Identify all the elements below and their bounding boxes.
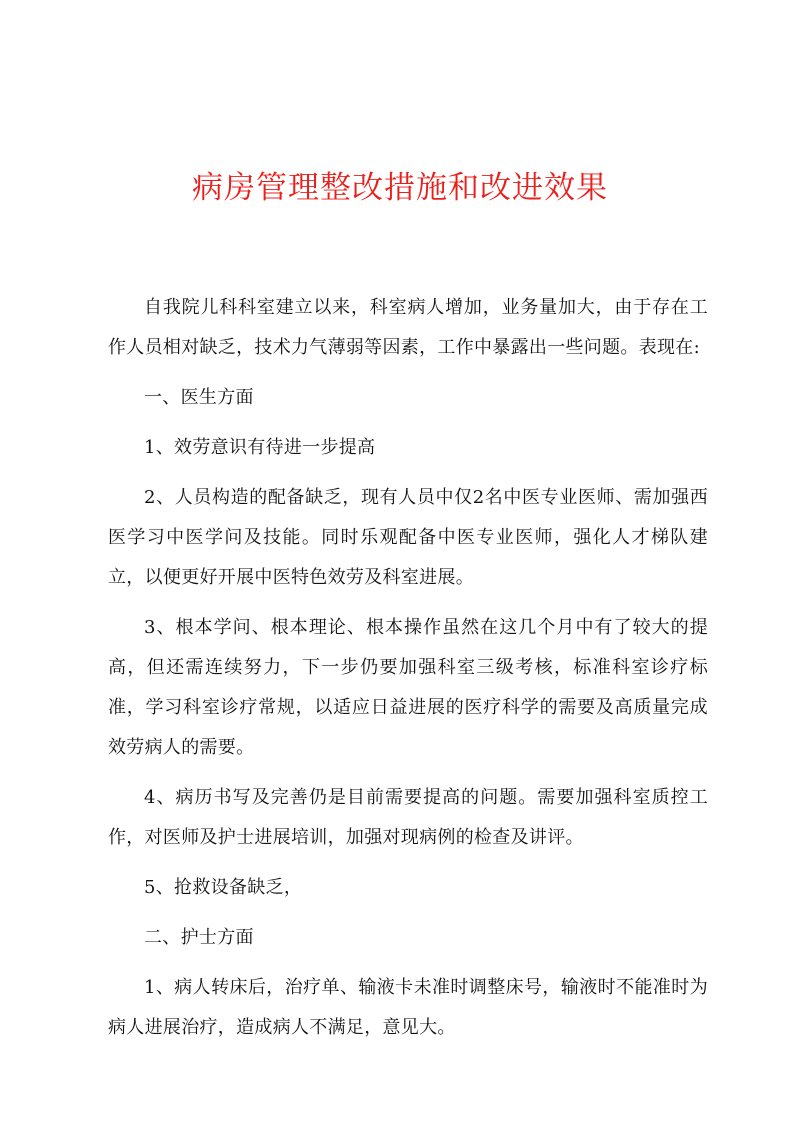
heading-doctor-section: 一、医生方面 <box>144 387 254 408</box>
paragraph-doctor-item-3: 3、根本学问、根本理论、根本操作虽然在这几个月中有了较大的提高，但还需连续努力，下一步仍要加强科室三级考核，标准科室诊疗标准，学习科室诊疗常规，以适应日益进展的医疗科学的需要及高质量完成效劳病人的需要。 <box>108 617 708 758</box>
paragraph-nurse-item-1: 1、病人转床后，治疗单、输液卡未准时调整床号，输液时不能准时为病人进展治疗，造成病人不满足，意见大。 <box>108 977 708 1038</box>
paragraph-doctor-item-4: 4、病历书写及完善仍是目前需要提高的问题。需要加强科室质控工作，对医师及护士进展培训，加强对现病例的检查及讲评。 <box>108 787 708 848</box>
document-title: 病房管理整改措施和改进效果 <box>192 170 608 206</box>
paragraph-doctor-item-5: 5、抢救设备缺乏， <box>144 877 303 898</box>
paragraph-doctor-item-1: 1、效劳意识有待进一步提高 <box>144 437 376 458</box>
paragraph-doctor-item-2: 2、人员构造的配备缺乏，现有人员中仅2名中医专业医师、需加强西医学习中医学问及技能。同时乐观配备中医专业医师，强化人才梯队建立，以便更好开展中医特色效劳及科室进展。 <box>108 487 708 588</box>
paragraph-intro: 自我院儿科科室建立以来，科室病人增加，业务量加大，由于存在工作人员相对缺乏，技术力气薄弱等因素，工作中暴露出一些问题。表现在: <box>108 297 708 358</box>
heading-nurse-section: 二、护士方面 <box>144 927 254 948</box>
document-body <box>108 288 708 1048</box>
